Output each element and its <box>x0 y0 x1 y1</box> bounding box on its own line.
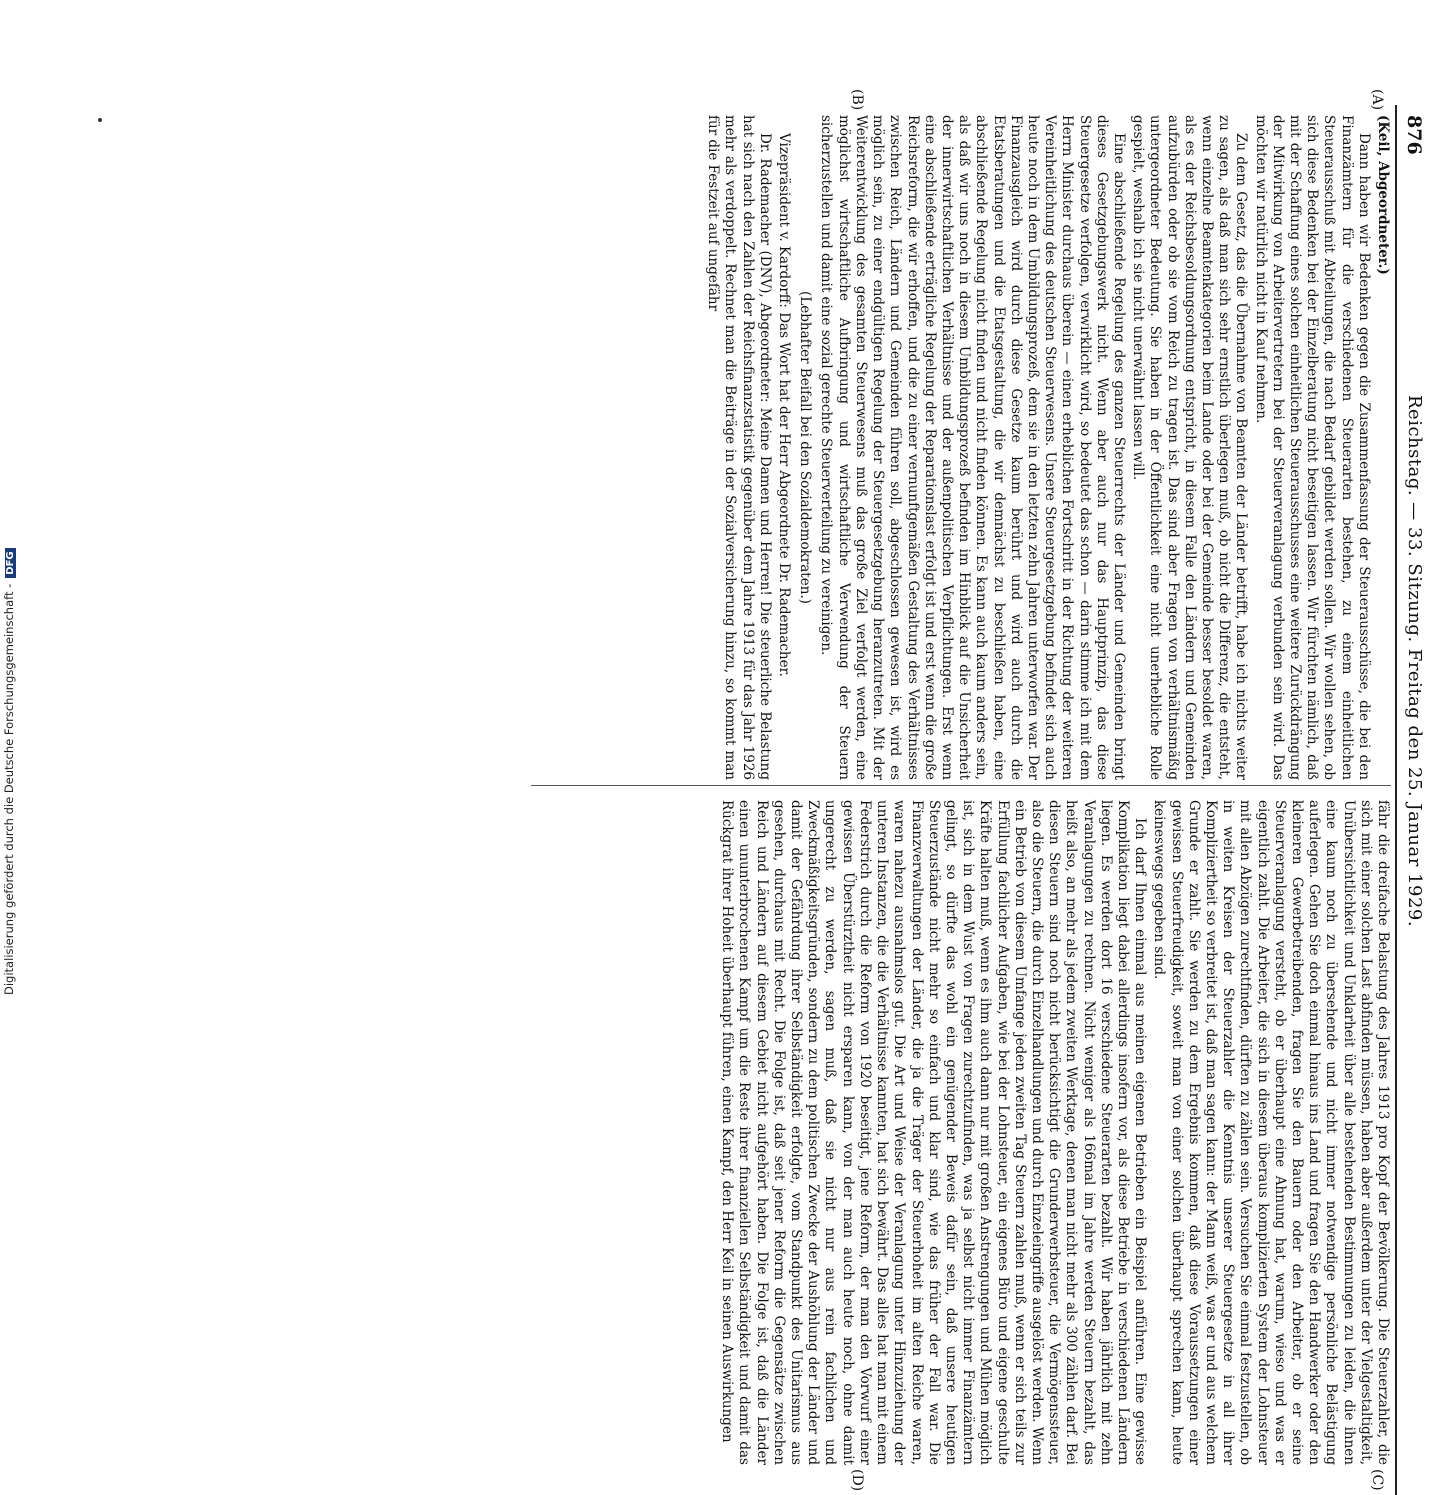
paragraph: Dann haben wir Bedenken gegen die Zusammenfassung der Steuerausschüsse, die bei den Finanzämtern für die verschiedenen Steuerarten bestehen, zu einem einheitlichen Steuerausschuß mit Abteilungen, die nach Bedarf gebildet werden sollen. Wir wollen sehen, ob sich diese Bedenken bei der Einzelberatung nicht beseitigen lassen. Wir fürchten nämlich, daß mit der Schaffung eines solchen einheitlichen Steuerausschusses eine weitere Zurückdrängung der Mitwirkung von Arbeitervertretern bei der Steuerveranlagung verbunden sein wird. Das möchten wir natürlich nicht in Kauf nehmen. <box>1252 115 1372 780</box>
paragraph: Eine abschließende Regelung des ganzen Steuerrechts der Länder und Gemeinden bringt dieses Gesetzgebungswerk nicht. Wenn aber auch nur das Hauptprinzip, das diese Steuergesetze verfolgen, verwirklicht wird, so bedeutet das schon — darin stimme ich mit dem Herrn Minister durchaus überein — einen erheblichen Fortschritt in der Richtung der weiteren Vereinheitlichung des deutschen Steuerwesens. Unsere Steuergesetzgebung befindet sich auch heute noch in dem Umbildungsprozeß, dem sie in den letzten zehn Jahren unterworfen war. Der Finanzausgleich wird durch diese Gesetze kaum berührt und wird auch durch die Etatsberatungen und die Etatsgestaltung, die wir demnächst zu beschließen haben, eine abschließende Regelung nicht finden und nicht finden können. Es kann auch kaum anders sein, als daß wir uns noch in diesem Umbildungsprozeß befinden im Hinblick auf die Unsicherheit der innerwirtschaftlichen Verhältnisse und der außenpolitischen Verpflichtungen. Erst wenn eine abschließende erträgliche Regelung der Reparationslast erfolgt ist und erst wenn die große Reichsreform, die wir erhoffen, und die zu einer vernunftgemäßen Gestaltung des Verhältnisses zwischen Reich, Ländern und Gemeinden führen soll, abgeschlossen gewesen ist, wird es möglich sein, zu einer endgültigen Regelung der Steuergesetzgebung heranzutreten. Mit der Weiterentwicklung des gesamten Steuerwesens muß das große Ziel verfolgt werden, eine möglichst wirtschaftliche Aufbringung und wirtschaftliche Verwendung der Steuern sicherzustellen und damit eine sozial gerechte Steuerverteilung zu vereinigen. <box>818 115 1127 780</box>
digitization-strip <box>0 0 20 1000</box>
margin-mark-b: (B) <box>849 89 865 111</box>
applause-note: (Lebhafter Beifall bei den Sozialdemokraten.) <box>797 291 814 604</box>
right-column <box>531 800 1391 1465</box>
page-number: 876 <box>1403 115 1425 155</box>
scan-speck <box>98 118 102 122</box>
speaker-line: (Keil, Abgeordneter.) <box>1375 115 1391 275</box>
paragraph: fähr die dreifache Belastung des Jahres 1913 pro Kopf der Bevölkerung. Die Steuerzahler, die sich mit einer solchen Last abfinden müssen, haben aber außerdem unter der Vielgestaltigkeit, Unübersichtlichkeit und Unklarheit über alle bestehenden Bestimmungen zu leiden, die ihnen eine kaum noch zu übersehende und nicht immer notwendige persönliche Belästigung auferlegen. Gehen Sie doch einmal hinaus ins Land und fragen Sie den Handwerker oder den kleineren Gewerbetreibenden, fragen Sie den Bauern oder den Arbeiter, ob er seine Steuerveranlagung versteht, ob er überhaupt eine Ahnung hat, warum, wieso und was er eigentlich zahlt. Die Arbeiter, die sich in diesem überaus komplizierten System der Lohnsteuer mit allen Abzügen zurechtfinden, dürften zu zählen sein. Versuchen Sie einmal festzustellen, ob in weiten Kreisen der Steuerzahler die Kenntnis unserer Steuergesetze in all ihrer Kompliziertheit so verbreitet ist, daß man sagen kann: der Mann weiß, was er und aus welchem Grunde er zahlt. Sie werden zu dem Ergebnis kommen, daß diese Voraussetzungen einer gewissen Steuerfreudigkeit, soweit man von einer solchen überhaupt sprechen kann, heute keineswegs gegeben sind. <box>1151 800 1391 1465</box>
header-rule <box>1395 105 1397 1495</box>
digitization-credit <box>2 15 18 995</box>
margin-mark-c: (C) <box>1369 1469 1385 1491</box>
column-divider <box>531 785 1391 786</box>
dfg-logo: DFG <box>5 548 16 577</box>
margin-mark-d: (D) <box>849 1469 865 1492</box>
paragraph: Vizepräsident v. Kardorff: Das Wort hat der Herr Abgeordnete Dr. Rademacher. <box>776 133 793 677</box>
rotated-newspaper-sheet <box>25 89 1425 1492</box>
credit-text: Digitalisierung gefördert durch die Deutsche Forschungsgemeinschaft - <box>2 583 16 995</box>
paragraph: Dr. Rademacher (DNV), Abgeordneter: Meine Damen und Herren! Die steuerliche Belastung hat sich nach den Zahlen der Reichsfinanzstatistik gegenüber dem Jahre 1913 für das Jahr 1926 mehr als verdoppelt. Rechnet man die Beiträge in der Sozialversicherung hinzu, so kommt man für die Festzeit auf ungefähr <box>705 115 773 780</box>
page-header <box>1395 95 1425 1495</box>
paragraph: Zu dem Gesetz, das die Übernahme von Beamten der Länder betrifft, habe ich nichts weiter zu sagen, als daß man sich sehr ernstlich überlegen muß, ob nicht die Differenz, die entsteht, wenn einzelne Beamtenkategorien beim Lande oder bei der Gemeinde besser besoldet waren, als es der Reichsbesoldungsordnung entspricht, in diesem Falle den Ländern und Gemeinden aufzubürden oder ob sie vom Reich zu tragen ist. Das sind aber Fragen von verhältnismäßig untergeordneter Bedeutung. Sie haben in der Öffentlichkeit eine nicht unerhebliche Rolle gespielt, weshalb ich sie nicht unerwähnt lassen will. <box>1130 115 1250 780</box>
margin-mark-a: (A) <box>1369 89 1385 111</box>
running-title: Reichstag. — 33. Sitzung. Freitag den 25. Januar 1929. <box>1404 395 1425 928</box>
paragraph: Ich darf Ihnen einmal aus meinen eigenen Betrieben ein Beispiel anführen. Eine gewisse Komplikation liegt dabei allerdings insofern vor, als diese Betriebe in verschiedenen Ländern liegen. Es werden dort 16 verschiedene Steuerarten bezahlt. Wir haben jährlich mit zehn Veranlagungen zu rechnen. Nicht weniger als 166mal im Jahre werden Steuern bezahlt, das heißt also, an mehr als jedem zweiten Werktage, denen man nicht mehr als 300 zählen darf. Bei diesen Steuern sind noch nicht berücksichtigt die Grunderwerbsteuer, die Vermögenssteuer, also die Steuern, die durch Einzelhandlungen und durch Einzeleingriffe ausgelöst werden. Wenn ein Betrieb von diesem Umfange jeden zweiten Tag Steuern zahlen muß, wenn er sich teils zur Erfüllung fachlicher Aufgaben, wie bei der Lohnsteuer, ein eigenes Büro und eigene geschulte Kräfte halten muß, wenn es ihm auch dann nur mit großen Anstrengungen und Mühen möglich ist, sich in dem Wust von Fragen zurechtzufinden, was ja selbst nicht immer Finanzämtern gelingt, so dürfte das wohl ein genügender Beweis dafür sein, daß unsere heutigen Steuerzustände nicht mehr so einfach und klar sind, wie das früher der Fall war. Die Finanzverwaltungen der Länder, die ja die Träger der Steuerhoheit im alten Reiche waren, waren nahezu ausnahmslos gut. Die Art und Weise der Veranlagung unter Hinzuziehung der unteren Instanzen, die die Verhältnisse kannten, hat sich bewährt. Das alles hat man mit einem Federstrich durch die Reform von 1920 beseitigt, jene Reform, der man den Vorwurf einer gewissen Überstürztheit nicht ersparen kann, von der man auch heute noch, ohne damit ungerecht zu werden, sagen muß, daß sie nicht nur aus rein fachlichen und Zweckmäßigkeitsgründen, sondern zu dem politischen Zwecke der Aushöhlung der Länder und damit der Gefährdung ihrer Selbständigkeit erfolgte, vom Standpunkt des Unitarismus aus gesehen, durchaus mit Recht. Die Folge ist, daß seit jener Reform die Gegensätze zwischen Reich und Ländern auf diesem Gebiet nicht aufgehört haben. Die Folge ist, daß die Länder einen ununterbrochenen Kampf um die Reste ihrer finanziellen Selbständigkeit und damit das Rückgrat ihrer Hoheit überhaupt führen, einen Kampf, den Herr Keil in seinen Auswirkungen <box>719 800 1149 1465</box>
left-column <box>531 115 1391 780</box>
